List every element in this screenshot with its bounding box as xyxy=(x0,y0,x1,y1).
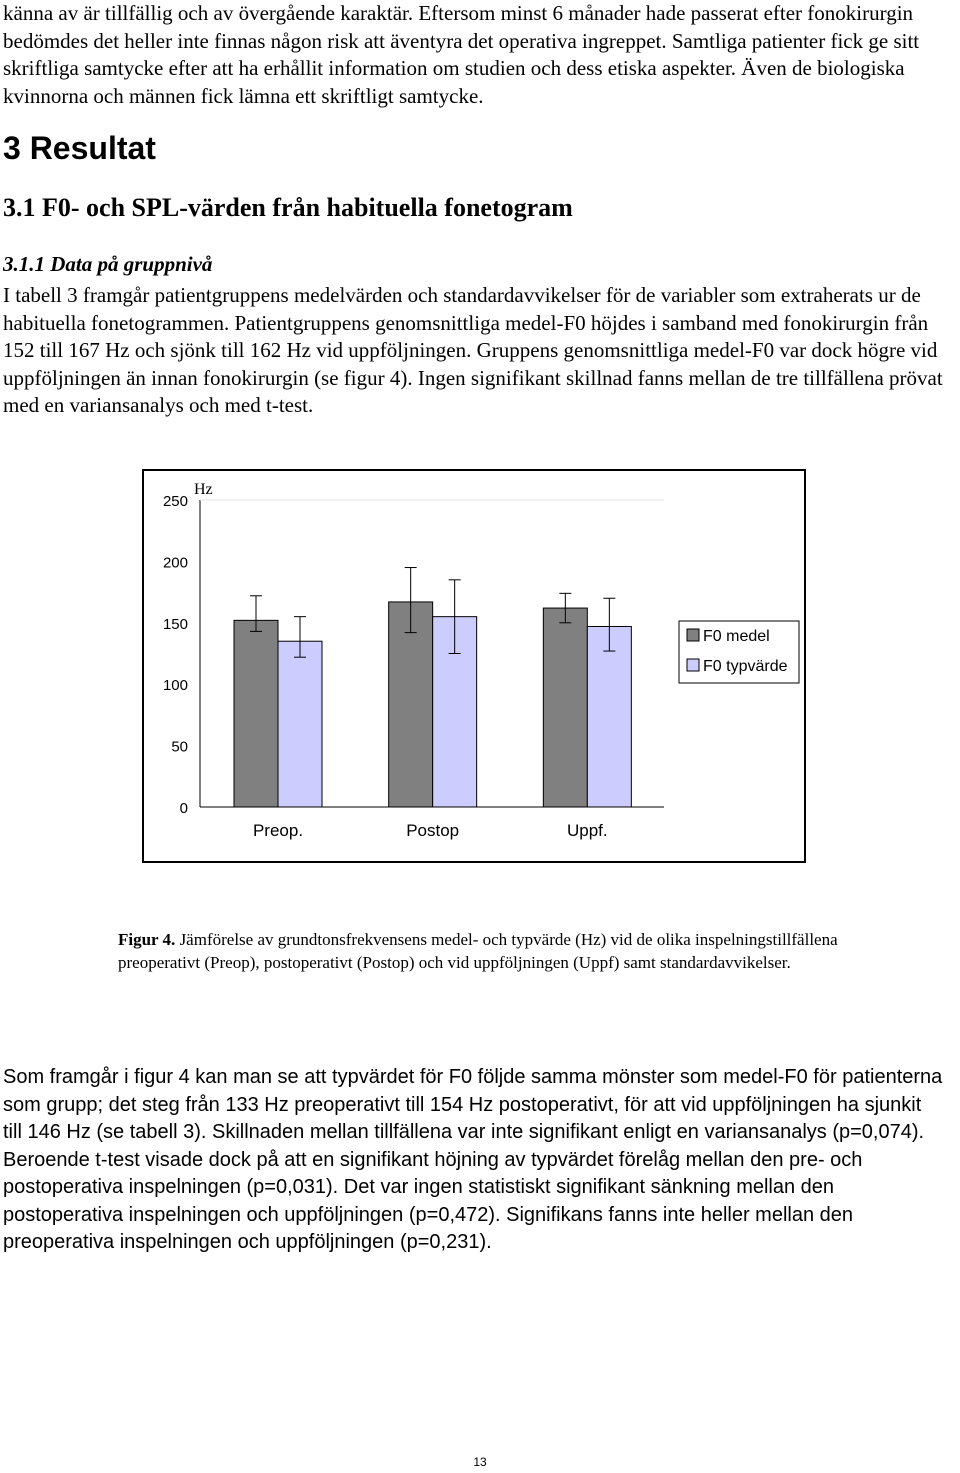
figure-caption xyxy=(118,928,838,974)
bar-f0-medel xyxy=(543,608,587,807)
legend-swatch xyxy=(687,659,699,671)
y-tick-label: 150 xyxy=(162,615,188,633)
bar-f0-medel xyxy=(234,620,278,807)
figure-4-chart xyxy=(142,469,806,863)
y-tick-label: 50 xyxy=(171,738,188,756)
bottom-paragraph: Som framgår i figur 4 kan man se att typvärdet för F0 följde samma mönster som medel-F0 för patienterna som grupp; det steg från 133 Hz preoperativt till 154 Hz postoperativt, för att vid uppföljningen ha sjunkit till 146 Hz (se tabell 3). Skillnaden mellan tillfällena var inte signifikant enligt en variansanalys (p=0,074). Beroende t-test visade dock på att en signifikant höjning av typvärdet förelåg mellan den pre- och postoperativa inspelningen (p=0,031). Det var ingen statistiskt signifikant sänkning mellan den postoperativa inspelningen och uppföljningen (p=0,472). Signifikans fanns inte heller mellan den preoperativa inspelningen och uppföljningen (p=0,231). xyxy=(3,1066,943,1253)
legend-label: F0 typvärde xyxy=(703,658,788,675)
y-tick-label: 0 xyxy=(179,800,188,817)
subsubsection-heading-gruppniva: 3.1.1 Data på gruppnivå xyxy=(3,252,213,276)
legend-swatch xyxy=(687,629,699,641)
y-tick-label: 200 xyxy=(162,554,188,572)
x-category-label: Preop. xyxy=(252,821,304,840)
top-paragraph: känna av är tillfällig och av övergående karaktär. Eftersom minst 6 månader hade passerat efter fonokirurgin bedömdes det heller inte finnas någon risk att äventyra det operativa ingreppet. Samtliga patienter fick ge sitt skriftliga samtycke efter att ha erhållit information om studien och dess etiska aspekter. Även de biologiska kvinnorna och männen fick lämna ett skriftligt samtycke. xyxy=(3,1,920,108)
page-number: 13 xyxy=(473,1455,487,1469)
y-axis-label: Hz xyxy=(194,481,213,498)
bar-f0-typvarde xyxy=(587,626,631,807)
intro-paragraph: I tabell 3 framgår patientgruppens medelvärden och standardavvikelser för de variabler som extraherats ur de habituella fonetogrammen. Patientgruppens genomsnittliga medel-F0 höjdes i samband med fonokirurgin från 152 till 167 Hz och sjönk till 162 Hz vid uppföljningen. Gruppens genomsnittliga medel-F0 var dock högre vid uppföljningen än innan fonokirurgin (se figur 4). Ingen signifikant skillnad fanns mellan de tre tillfällena prövat med en variansanalys och med t-test. xyxy=(3,283,943,417)
y-tick-label: 250 xyxy=(162,493,188,510)
y-tick-label: 100 xyxy=(162,677,188,695)
section-heading-resultat: 3 Resultat xyxy=(3,130,156,166)
caption-text: Jämförelse av grundtonsfrekvensens medel- och typvärde (Hz) vid de olika inspelningstillfällena preoperativt (Preop), postoperativt (Postop) och vid uppföljningen (Uppf) samt standardavvikelser. xyxy=(118,930,838,972)
x-category-label: Postop xyxy=(406,821,460,840)
x-category-label: Uppf. xyxy=(567,821,608,840)
subsection-heading-f0-spl: 3.1 F0- och SPL-värden från habituella fonetogram xyxy=(3,193,573,222)
legend-label: F0 medel xyxy=(703,628,770,645)
bar-f0-typvarde xyxy=(278,641,322,807)
caption-label: Figur 4. xyxy=(118,930,176,949)
